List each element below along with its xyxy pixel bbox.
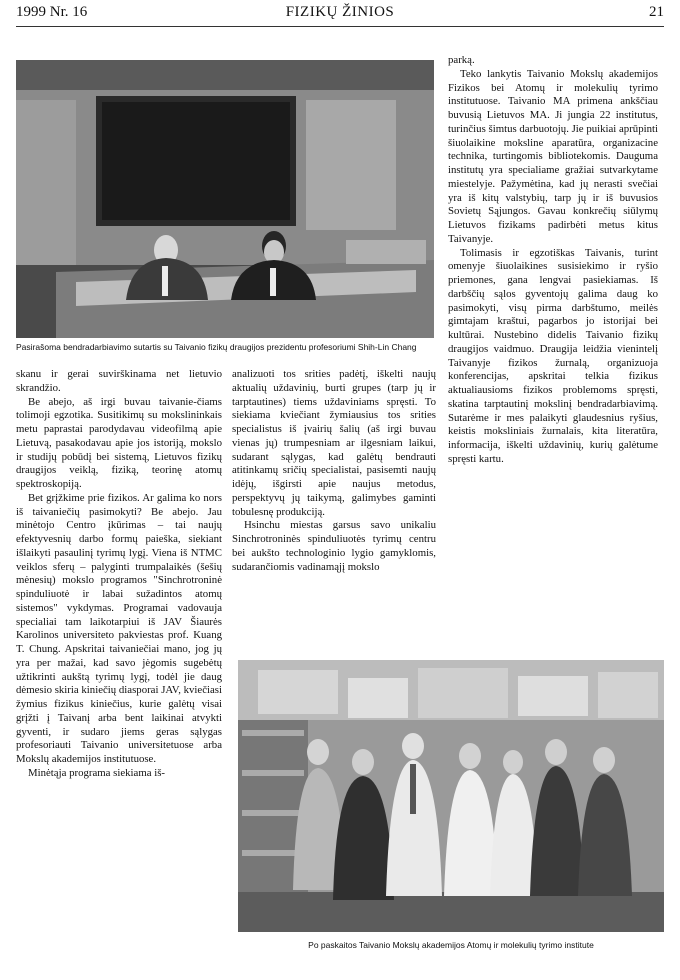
paragraph: Teko lankytis Taivanio Mokslų akademijos Fizikos bei Atomų ir molekulių tyrimo institutuose. Taivanio MA primena ankščiau buvusią Lietuvos MA. Ji jungia 22 institutus, turinčius šimtus darbuotojų. Jie puikiai aprūpinti šiuolaikine moksline aparatūra, organizacine technika, turtingomis bibliotekomis. Dauguma institutų yra specialiame gražiai sutvarkytame miestelyje. Pažymėtina, kad jų nerasti svečiai yra iš kitų valstybių, tarp jų ir iš buvusios Sovietų Sąjungos. Gavau konkrečių siūlymų Lietuvos fizikams padirbėti metus kitus Taivanyje. <box>448 67 658 245</box>
column-2 <box>232 368 436 574</box>
paragraph: analizuoti tos srities padėtį, iškelti naujų aktualių uždavinių, burti grupes (tarp jų ir tarptautines) tiems uždaviniams spręsti. To siekiama kviečiant žymiausius tos srities specialistus iš įvairių šalių (aš irgi buvau vienas jų) trumpesniam ar ilgesniam laikui, sudarant sąlygas, kad galėtų bendrauti atitinkamų sričių specialistai, pasisemti naujų idėjų, išgirsti apie naujus metodus, perspektyvų jų taikymą, galimybes gaminti tobulesnę produkciją. <box>232 368 436 518</box>
top-photo-caption: Pasirašoma bendradarbiavimo sutartis su Taivanio fizikų draugijos prezidentu profesoriumi Shih-Lin Chang <box>16 342 417 352</box>
paragraph: Tolimasis ir egzotiškas Taivanis, turint omenyje šiuolaikines susisiekimo ir ryšio priemones, gana lengvai pasiekiamas. Iš darbščių sąlos gyventojų galima daug ko pasimokyti, visų pirma darbštumo, meilės gimtajam kraštui, pagarbos jo istorijai bei kultūrai. Nustebino didelis Taivanio fizikų draugijos vaidmuo. Draugija leidžia vienintelį Taivanyje fizikos žurnalą, organizuoja konferencijas, apskritai telkia fizikus aktualiausioms fizikos problemoms spręsti, skatina tarptautinį mokslinį bendradarbiavimą. Sutarėme ir mes palaikyti glaudesnius ryšius, keistis moksliniais žurnalais, kita literatūra, informacija, iškelti uždavinių, kurių galėtume spręsti kartu. <box>448 246 658 465</box>
running-header <box>16 4 664 27</box>
column-3 <box>448 54 658 467</box>
paragraph: skanu ir gerai suvirškinama net lietuvio skrandžio. <box>16 368 222 394</box>
paragraph: Bet grįžkime prie fizikos. Ar galima ko nors iš taivaniečių pasimokyti? Be abejo. Jau minėtojo Centro įkūrimas – tai naujų efektyvesnių darbo formų paieška, siekiant išlaikyti pasaulinį tyrimų lygį. Viena iš NTMC veiklos sferų – palyginti trumpalaikės (šešių mėnesių) mokslo programos "Sinchrotroninė spinduliuotė ir labai sužadintos atomų sistemos" vykdymas. Programai vadovauja specialiai tam laikotarpiui iš JAV Šiaurės Karolinos universiteto pakviestas prof. Kuang T. Chung. Apskritai taivaniečiai mano, jog jų yra per mažai, kad savo jėgomis sugebėtų užtikrinti aukštą tyrimų lygį, todėl jie daug dėmesio skiria kiniečių diasporai JAV, kviečiasi žymius fizikus kiniečius, kurie galėtų visai grįžti į Taivanį arba bent laikinai atvykti gyventi, ir sudaro jiems geras sąlygas profesoriauti Taivanio universitetuose arba Mokslų akademijos institutuose. <box>16 491 222 765</box>
page-number: 21 <box>649 4 664 20</box>
signing-photo <box>16 60 434 338</box>
issue-number: 1999 Nr. 16 <box>16 4 88 20</box>
group-photo <box>238 660 664 932</box>
bottom-photo-caption: Po paskaitos Taivanio Mokslų akademijos Atomų ir molekulių tyrimo institute <box>308 940 594 950</box>
column-1 <box>16 368 222 781</box>
paragraph: Minėtąja programa siekiama iš- <box>28 766 166 779</box>
paragraph: parką. <box>448 54 475 66</box>
journal-title: FIZIKŲ ŽINIOS <box>285 4 395 20</box>
paragraph: Be abejo, aš irgi buvau taivanie-čiams tolimoji egzotika. Susitikimų su mokslininkais metu paprastai parodydavau videofilmą apie Lietuvą, pasakodavau apie jos istoriją, mokslo ir studijų pobūdį bei sistemą, Lietuvos fizikų draugijos veiklą, fiziką, teorinę atomų spektroskopiją. <box>16 395 222 490</box>
paragraph: Hsinchu miestas garsus savo unikaliu Sinchrotroninės spinduliuotės tyrimų centru bei aukšto technologinio lygio gamyklomis, sudarančiomis vadinamąjį mokslo <box>232 519 436 573</box>
